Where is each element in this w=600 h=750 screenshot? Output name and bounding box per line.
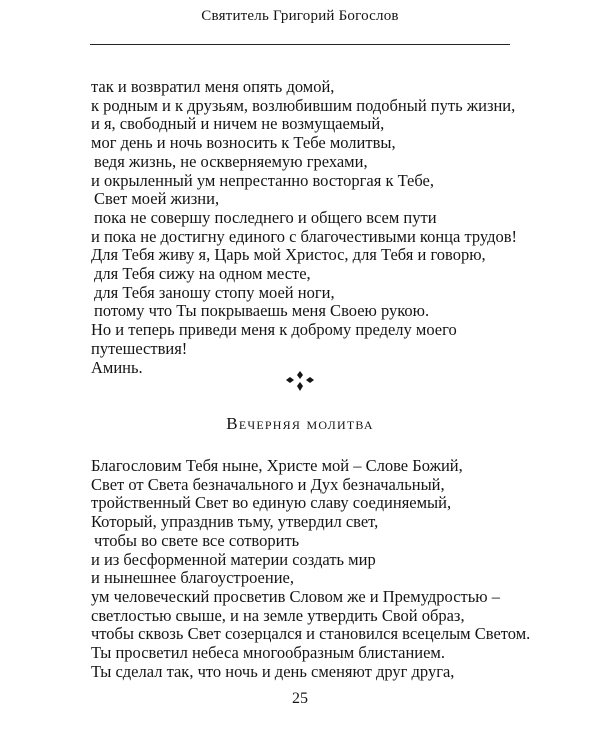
text-line: и окрыленный ум непрестанно восторгая к Тебе, — [91, 170, 434, 190]
text-line: ведя жизнь, не оскверняемую грехами, — [94, 151, 368, 171]
text-line: Который, упразднив тьму, утвердил свет, — [91, 512, 379, 532]
text-line: Благословим Тебя ныне, Христе мой – Слове Божий, — [91, 456, 463, 475]
text-line: Свет моей жизни, — [94, 189, 220, 209]
running-header-title: Святитель Григорий Богослов — [201, 8, 399, 24]
text-line: к родным и к друзьям, возлюбившим подобный путь жизни, — [91, 95, 516, 115]
text-line: пока не совершу последнего и общего всем пути — [94, 207, 437, 227]
text-line: Для Тебя живу я, Царь мой Христос, для Тебя и говорю, — [91, 245, 486, 265]
text-line: мог день и ночь возносить к Тебе молитвы, — [91, 133, 396, 153]
text-line: и из бесформенной материи создать мир — [91, 549, 376, 569]
section-title: Вечерняя молитва — [226, 414, 374, 433]
page-number: 25 — [292, 690, 308, 707]
text-line: потому что Ты покрываешь меня Своею рукою. — [94, 301, 430, 321]
text-line: для Тебя заношу стопу моей ноги, — [94, 282, 335, 302]
text-line: Ты просветил небеса многообразным блистанием. — [91, 643, 445, 663]
text-line: так и возвратил меня опять домой, — [91, 77, 335, 96]
text-line: чтобы во свете все сотворить — [94, 530, 300, 550]
text-line: светлостью свыше, и на земле утвердить Свой образ, — [91, 605, 465, 625]
text-line: и я, свободный и ничем не возмущаемый, — [91, 114, 385, 134]
text-line: Но и теперь приведи меня к доброму пределу моего — [91, 320, 457, 340]
text-line: ум человеческий просветив Словом же и Премудростью – — [91, 586, 500, 606]
text-line: путешествия! — [91, 338, 188, 358]
text-block-1 — [91, 78, 517, 377]
text-line: и нынешнее благоустроение, — [91, 568, 294, 588]
text-line: и пока не достигну единого с благочестивыми конца трудов! — [91, 226, 518, 246]
text-line: чтобы сквозь Свет созерцался и становился всецелым Светом. — [91, 624, 531, 644]
text-block-2 — [91, 457, 530, 681]
text-line: для Тебя сижу на одном месте, — [94, 264, 311, 284]
four-dot-fleuron-icon — [285, 370, 315, 392]
header-rule — [90, 44, 510, 45]
text-line: тройственный Свет во единую славу соединяемый, — [91, 493, 452, 513]
text-line: Аминь. — [91, 357, 143, 377]
text-line: Ты сделал так, что ночь и день сменяют друг друга, — [91, 661, 455, 681]
text-line: Свет от Света безначального и Дух безначальный, — [91, 474, 445, 494]
